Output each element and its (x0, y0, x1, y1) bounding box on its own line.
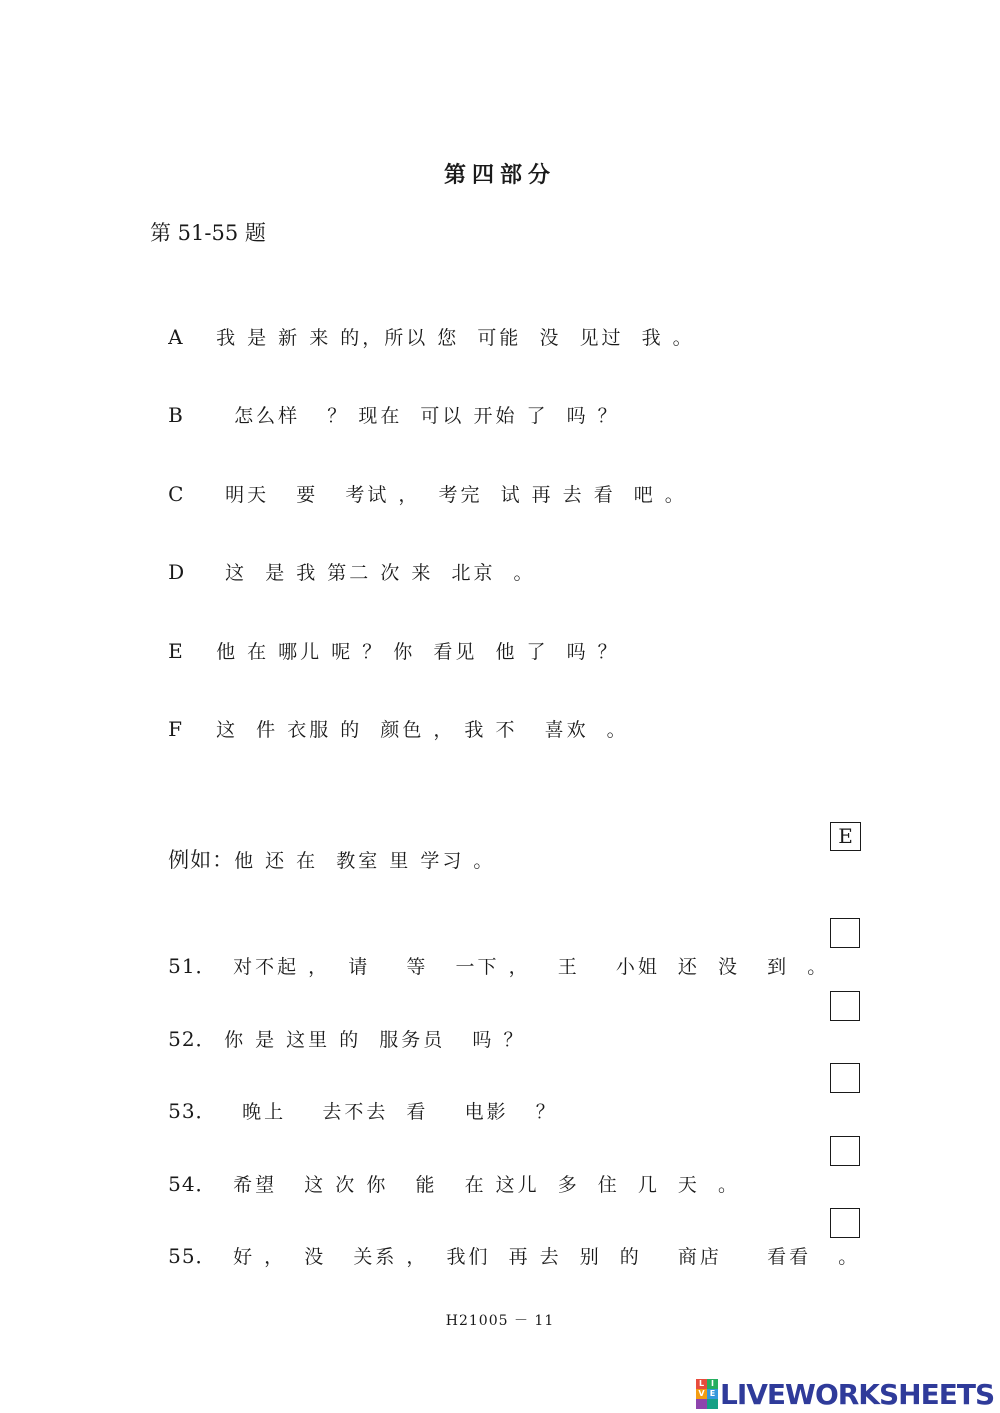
liveworksheets-logo-icon (696, 1379, 718, 1409)
question-text: 希望 这 次 你 能 在 这儿 多 住 几 天 。 (224, 1174, 741, 1196)
question-55 (150, 1218, 860, 1269)
logo-tile: E (707, 1389, 718, 1399)
option-f (150, 693, 629, 742)
liveworksheets-wordmark: LIVEWORKSHEETS (720, 1377, 995, 1411)
option-c (150, 458, 687, 507)
answer-input-54[interactable] (830, 1136, 860, 1166)
option-letter: A (168, 325, 183, 349)
logo-tile: L (696, 1379, 707, 1389)
option-text: 明天 要 考试 ， 考完 试 再 去 看 吧 。 (216, 484, 687, 506)
question-text: 对不起 ， 请 等 一下 ， 王 小姐 还 没 到 。 (224, 956, 830, 978)
question-51 (150, 928, 829, 979)
logo-tile (707, 1399, 718, 1409)
answer-input-55[interactable] (830, 1208, 860, 1238)
option-text: 他 在 哪儿 呢 ？ 你 看见 他 了 吗 ？ (216, 641, 620, 663)
option-d (150, 536, 536, 585)
question-number: 52． (168, 1027, 217, 1051)
logo-tile: I (707, 1379, 718, 1389)
logo-tile: V (696, 1389, 707, 1399)
section-title: 第四部分 (443, 162, 556, 188)
question-number: 51． (168, 954, 217, 978)
option-e (150, 615, 620, 664)
option-text: 我 是 新 来 的，所以 您 可能 没 见过 我 。 (216, 327, 695, 349)
answer-input-53[interactable] (830, 1063, 860, 1093)
question-text: 晚上 去不去 看 电影 ？ (224, 1101, 558, 1123)
option-letter: F (168, 717, 182, 741)
option-a (150, 301, 695, 350)
question-54 (150, 1146, 740, 1197)
option-text: 这 是 我 第二 次 来 北京 。 (216, 562, 536, 584)
option-letter: E (168, 639, 183, 663)
example-text: 他 还 在 教室 里 学习 。 (234, 850, 496, 872)
question-number: 54． (168, 1172, 217, 1196)
question-52 (150, 1001, 525, 1052)
example-label: 例如： (168, 848, 235, 872)
option-text: 怎么样 ？ 现在 可以 开始 了 吗 ？ (216, 405, 620, 427)
option-letter: C (168, 482, 184, 506)
option-letter: D (168, 560, 185, 584)
question-range: 第 51-55 题 (150, 221, 266, 245)
question-number: 53． (168, 1099, 217, 1123)
option-letter: B (168, 403, 183, 427)
question-53 (150, 1073, 558, 1124)
question-text: 好 ， 没 关系 ， 我们 再 去 别 的 商店 看看 。 (224, 1246, 861, 1268)
question-text: 你 是 这里 的 服务员 吗 ？ (224, 1029, 526, 1051)
example-answer-box: E (830, 822, 861, 851)
liveworksheets-brand[interactable] (696, 1376, 994, 1412)
answer-input-51[interactable] (830, 918, 860, 948)
option-text: 这 件 衣服 的 颜色 ， 我 不 喜欢 。 (216, 719, 629, 741)
option-b (150, 379, 620, 428)
page-footer-code: H21005 － 11 (445, 1313, 555, 1329)
logo-tile (696, 1399, 707, 1409)
question-number: 55． (168, 1244, 217, 1268)
example-row (150, 822, 495, 874)
answer-input-52[interactable] (830, 991, 860, 1021)
